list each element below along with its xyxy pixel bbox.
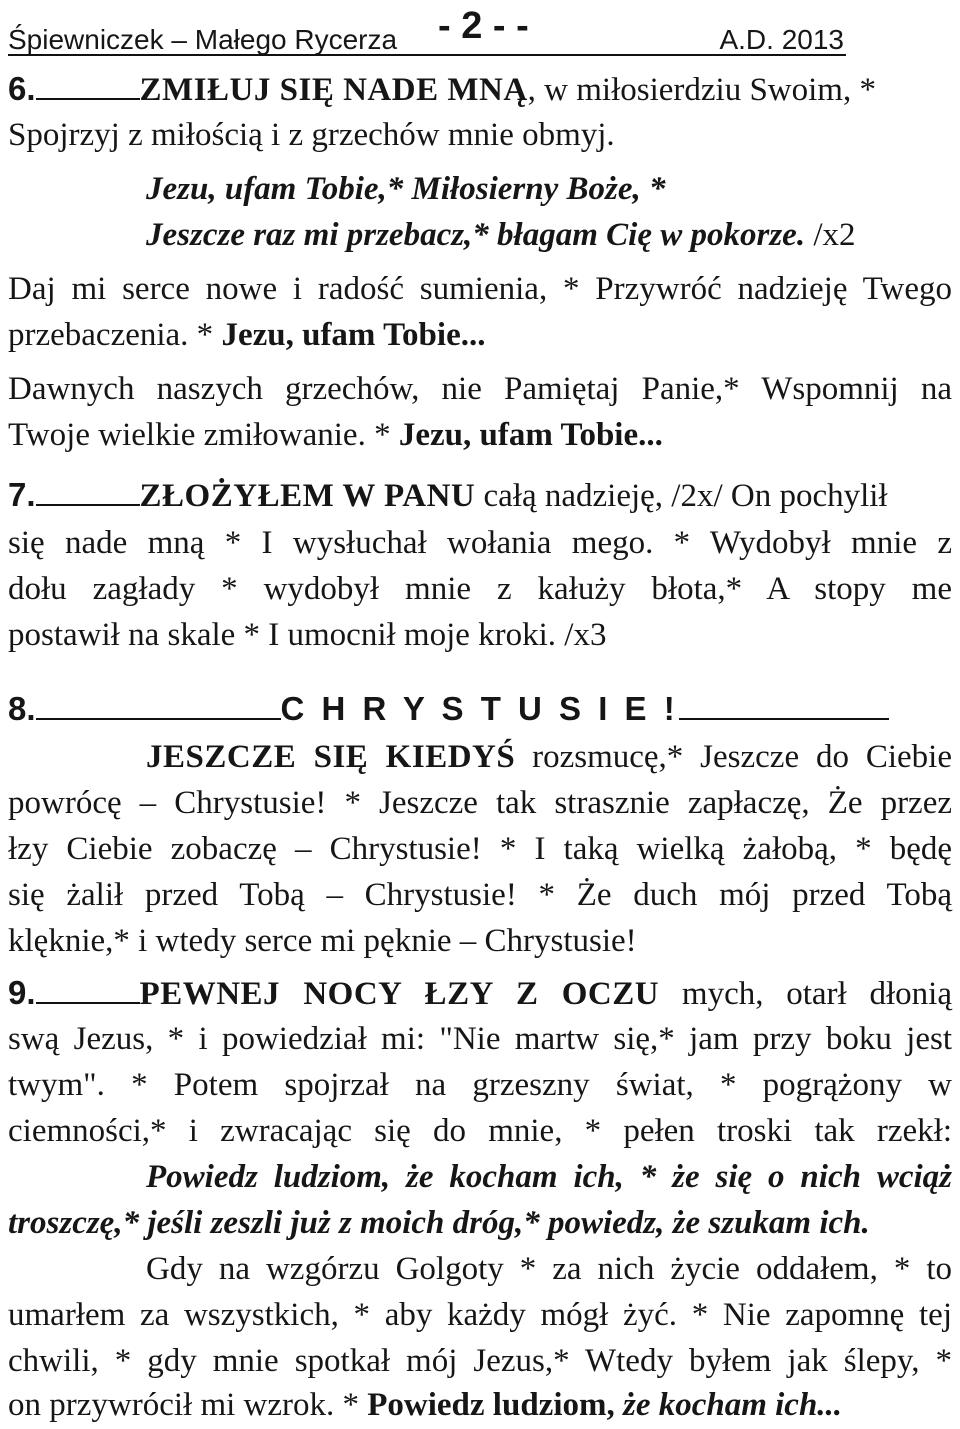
song-6-line-7: Dawnych naszych grzechów, nie Pamiętaj Panie,* Wspomnij na: [8, 371, 952, 407]
refrain-cue: Jezu, ufam Tobie...: [221, 317, 486, 353]
song-number: 8.: [8, 690, 36, 727]
song-9-line-4: ciemności,* i zwracając się do mnie, * pełen troski tak rzekł:: [8, 1113, 952, 1149]
song-6-line-5: Daj mi serce nowe i radość sumienia, * Przywróć nadzieję Twego: [8, 271, 952, 307]
song-8-line-5: klęknie,* i wtedy serce mi pęknie – Chrystusie!: [8, 923, 637, 959]
verse-text: przebaczenia. *: [8, 317, 222, 353]
refrain-cue: Powiedz ludziom,: [367, 1387, 623, 1423]
verse-text: , w miłosierdziu Swoim, *: [527, 72, 876, 108]
repeat-mark: /x2: [805, 217, 856, 253]
refrain-line-2: [146, 212, 952, 258]
underline-rule: [679, 717, 889, 720]
underline-rule: [36, 97, 140, 100]
verse-text: on przywrócił mi wzrok. *: [8, 1387, 368, 1423]
verse-text: Twoje wielkie zmiłowanie. *: [8, 417, 399, 453]
verse-text: rozsmucę,* Jeszcze do Ciebie: [515, 739, 952, 775]
song-title: C H R Y S T U S I E !: [280, 690, 679, 727]
underline-rule: [36, 717, 281, 720]
verse-text: mych, otarł dłonią: [659, 976, 952, 1012]
song-7-line-4: postawił na skale * I umocnił moje kroki. /x3: [8, 617, 607, 653]
song-6-line-8: [8, 412, 952, 458]
verse-text: całą nadzieję, /2x/ On pochylił: [475, 478, 888, 514]
song-6-line-1: [8, 66, 952, 113]
song-number: 7.: [8, 476, 36, 513]
song-9-line-6: troszczę,* jeśli zeszli już z moich dróg,* powiedz, że szukam ich.: [8, 1205, 870, 1241]
page-number: - 2 - -: [438, 5, 529, 47]
song-title: ZŁOŻYŁEM W PANU: [139, 478, 476, 514]
refrain-cue: Jezu, ufam Tobie...: [398, 417, 663, 453]
refrain-cue: że kocham ich...: [622, 1387, 843, 1423]
header-title: Śpiewniczek – Małego Rycerza: [8, 24, 398, 55]
song-title: PEWNEJ NOCY ŁZY Z OCZU: [139, 976, 660, 1012]
song-7-line-2: się nade mną * I wysłuchał wołania mego. * Wydobył mnie z: [8, 525, 952, 561]
song-9-line-7: Gdy na wzgórzu Golgoty * za nich życie oddałem, * to: [146, 1251, 952, 1287]
song-7-line-1: [8, 472, 952, 519]
song-8-line-4: się żalił przed Tobą – Chrystusie! * Że duch mój przed Tobą: [8, 877, 952, 913]
verse-incipit: JESZCZE SIĘ KIEDYŚ: [146, 739, 516, 775]
song-9-line-8: umarłem za wszystkich, * aby każdy mógł żyć. * Nie zapomnę tej: [8, 1297, 952, 1333]
song-8-line-1: [146, 734, 952, 780]
song-8-line-3: łzy Ciebie zobaczę – Chrystusie! * I taką wielką żałobą, * będę: [8, 831, 952, 867]
song-6-line-2: Spojrzyj z miłością i z grzechów mnie obmyj.: [8, 117, 615, 153]
refrain-text: Jeszcze raz mi przebacz,* błagam Cię w pokorze.: [146, 217, 806, 253]
song-9-line-5: Powiedz ludziom, że kocham ich, * że się o nich wciąż: [146, 1159, 952, 1195]
underline-rule: [36, 1001, 140, 1004]
song-9-line-2: swą Jezus, * i powiedział mi: "Nie martw się,* jam przy boku jest: [8, 1021, 952, 1057]
song-title: ZMIŁUJ SIĘ NADE MNĄ: [139, 72, 528, 108]
refrain-line-1: [146, 166, 952, 212]
song-9-line-9: chwili, * gdy mnie spotkał mój Jezus,* Wtedy byłem jak ślepy, *: [8, 1343, 952, 1379]
song-number: 6.: [8, 70, 36, 107]
song-6-line-6: [8, 312, 952, 358]
song-9-line-3: twym". * Potem spojrzał na grzeszny świat, * pogrążony w: [8, 1067, 952, 1103]
song-9-line-10: [8, 1382, 952, 1428]
page-header: [8, 6, 846, 56]
song-8-line-2: powrócę – Chrystusie! * Jeszcze tak strasznie zapłaczę, Że przez: [8, 785, 952, 821]
song-number: 9.: [8, 974, 36, 1011]
song-9-line-1: [8, 970, 952, 1017]
song-8-line-0: [8, 686, 952, 733]
song-7-line-3: dołu zagłady * wydobył mnie z kałuży błota,* A stopy me: [8, 571, 952, 607]
underline-rule: [36, 503, 140, 506]
refrain-text: Jezu, ufam Tobie,* Miłosierny Boże, *: [146, 171, 666, 207]
header-year: A.D. 2013: [719, 24, 844, 55]
